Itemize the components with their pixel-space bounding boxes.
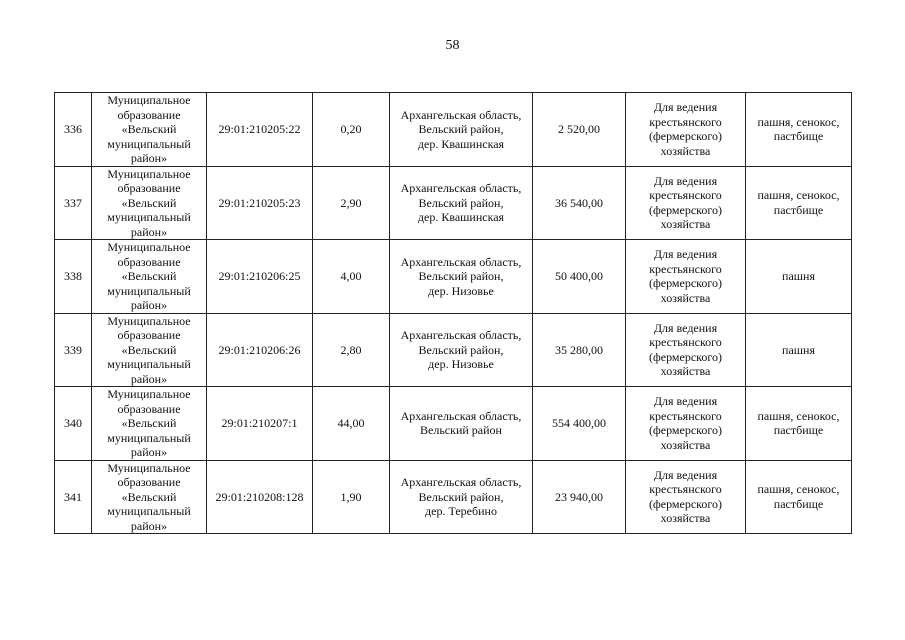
owner-line: муниципальный bbox=[107, 504, 191, 518]
land-use-line: пашня bbox=[782, 269, 815, 283]
permitted-use-line: хозяйства bbox=[660, 143, 711, 158]
land-use-cell bbox=[746, 460, 852, 534]
owner-line: «Вельский bbox=[121, 269, 177, 283]
permitted-use-line: (фермерского) bbox=[648, 349, 722, 364]
location-cell bbox=[390, 240, 533, 314]
land-registry-table bbox=[54, 92, 852, 534]
location-line: дер. Теребино bbox=[425, 504, 497, 518]
permitted-use-line: крестьянского bbox=[649, 335, 722, 350]
owner-cell bbox=[92, 387, 207, 461]
owner-line: район» bbox=[130, 518, 168, 533]
cadastral-number-cell: 29:01:210208:128 bbox=[207, 460, 313, 534]
cadastral-number-cell: 29:01:210207:1 bbox=[207, 387, 313, 461]
owner-line: муниципальный bbox=[107, 283, 191, 298]
cadastral-value-cell: 36 540,00 bbox=[533, 166, 626, 240]
owner-line: район» bbox=[130, 298, 168, 312]
land-use-line: пашня bbox=[782, 342, 815, 357]
permitted-use-cell bbox=[626, 313, 746, 387]
land-use-line: пашня, сенокос, bbox=[757, 188, 840, 203]
permitted-use-line: (фермерского) bbox=[648, 129, 722, 144]
cadastral-number-cell: 29:01:210206:26 bbox=[207, 313, 313, 387]
permitted-use-line: хозяйства bbox=[660, 290, 711, 305]
permitted-use-line: Для ведения bbox=[653, 247, 718, 262]
cadastral-value-cell: 35 280,00 bbox=[533, 313, 626, 387]
permitted-use-line: Для ведения bbox=[653, 394, 718, 409]
row-number-cell: 336 bbox=[55, 93, 92, 167]
table-row bbox=[55, 313, 852, 387]
land-use-line: пастбище bbox=[773, 423, 824, 438]
land-use-cell bbox=[746, 93, 852, 167]
owner-cell bbox=[92, 93, 207, 167]
land-use-line: пастбище bbox=[773, 129, 824, 144]
location-line: Вельский район, bbox=[418, 489, 504, 504]
row-number-cell: 339 bbox=[55, 313, 92, 387]
permitted-use-line: (фермерского) bbox=[648, 202, 722, 217]
area-cell: 2,80 bbox=[313, 313, 390, 387]
permitted-use-line: крестьянского bbox=[649, 408, 722, 423]
owner-line: район» bbox=[130, 151, 168, 165]
owner-line: муниципальный bbox=[107, 136, 191, 151]
table-row bbox=[55, 93, 852, 167]
permitted-use-line: (фермерского) bbox=[648, 276, 722, 291]
row-number-cell: 337 bbox=[55, 166, 92, 240]
row-number-cell: 340 bbox=[55, 387, 92, 461]
location-cell bbox=[390, 460, 533, 534]
owner-line: район» bbox=[130, 371, 168, 386]
row-number-cell: 341 bbox=[55, 460, 92, 534]
permitted-use-line: крестьянского bbox=[649, 188, 722, 203]
location-line: Вельский район, bbox=[418, 269, 504, 283]
owner-cell bbox=[92, 166, 207, 240]
permitted-use-line: Для ведения bbox=[653, 320, 718, 335]
cadastral-value-cell: 50 400,00 bbox=[533, 240, 626, 314]
permitted-use-line: Для ведения bbox=[653, 100, 718, 115]
owner-line: район» bbox=[130, 224, 168, 239]
permitted-use-cell bbox=[626, 240, 746, 314]
location-cell bbox=[390, 313, 533, 387]
table-row bbox=[55, 460, 852, 534]
permitted-use-cell bbox=[626, 460, 746, 534]
permitted-use-line: хозяйства bbox=[660, 437, 711, 452]
permitted-use-cell bbox=[626, 166, 746, 240]
location-line: Архангельская область, bbox=[400, 181, 522, 195]
owner-line: Муниципальное bbox=[107, 240, 191, 254]
location-line: Вельский район, bbox=[418, 195, 504, 210]
location-line: дер. Низовье bbox=[428, 283, 494, 298]
area-cell: 1,90 bbox=[313, 460, 390, 534]
owner-line: Муниципальное bbox=[107, 313, 191, 328]
land-use-line: пастбище bbox=[773, 202, 824, 217]
owner-line: Муниципальное bbox=[107, 93, 191, 107]
location-line: Вельский район, bbox=[418, 342, 504, 357]
table-row bbox=[55, 387, 852, 461]
owner-line: «Вельский bbox=[121, 122, 177, 136]
owner-line: муниципальный bbox=[107, 210, 191, 224]
owner-cell bbox=[92, 460, 207, 534]
owner-line: Муниципальное bbox=[107, 387, 191, 401]
location-line: Архангельская область, bbox=[400, 254, 522, 269]
owner-line: образование bbox=[117, 254, 181, 269]
area-cell: 0,20 bbox=[313, 93, 390, 167]
location-line: Архангельская область, bbox=[400, 107, 522, 122]
permitted-use-line: (фермерского) bbox=[648, 423, 722, 438]
permitted-use-line: хозяйства bbox=[660, 364, 711, 379]
land-use-cell bbox=[746, 240, 852, 314]
owner-line: муниципальный bbox=[107, 430, 191, 445]
land-use-line: пашня, сенокос, bbox=[757, 408, 840, 423]
owner-cell bbox=[92, 240, 207, 314]
land-use-cell bbox=[746, 313, 852, 387]
land-use-line: пашня, сенокос, bbox=[757, 114, 840, 129]
page-number: 58 bbox=[445, 38, 460, 53]
table-row bbox=[55, 166, 852, 240]
owner-line: «Вельский bbox=[121, 195, 177, 210]
owner-line: район» bbox=[130, 445, 168, 459]
permitted-use-line: Для ведения bbox=[653, 467, 718, 482]
table-row bbox=[55, 240, 852, 314]
owner-line: образование bbox=[117, 401, 181, 416]
owner-line: образование bbox=[117, 107, 181, 122]
permitted-use-line: (фермерского) bbox=[648, 496, 722, 511]
owner-line: Муниципальное bbox=[107, 460, 191, 475]
location-line: дер. Низовье bbox=[428, 357, 494, 371]
permitted-use-line: крестьянского bbox=[649, 114, 722, 129]
row-number-cell: 338 bbox=[55, 240, 92, 314]
location-line: Архангельская область, bbox=[400, 408, 522, 423]
owner-line: «Вельский bbox=[121, 342, 177, 357]
owner-line: образование bbox=[117, 181, 181, 195]
permitted-use-cell bbox=[626, 93, 746, 167]
location-line: Архангельская область, bbox=[400, 475, 522, 489]
permitted-use-line: крестьянского bbox=[649, 482, 722, 497]
cadastral-number-cell: 29:01:210205:23 bbox=[207, 166, 313, 240]
owner-line: образование bbox=[117, 475, 181, 489]
cadastral-number-cell: 29:01:210206:25 bbox=[207, 240, 313, 314]
location-cell bbox=[390, 93, 533, 167]
permitted-use-cell bbox=[626, 387, 746, 461]
location-line: Вельский район, bbox=[418, 122, 504, 136]
location-line: дер. Квашинская bbox=[417, 136, 505, 151]
area-cell: 44,00 bbox=[313, 387, 390, 461]
permitted-use-line: хозяйства bbox=[660, 511, 711, 526]
location-cell bbox=[390, 166, 533, 240]
cadastral-value-cell: 2 520,00 bbox=[533, 93, 626, 167]
land-use-cell bbox=[746, 387, 852, 461]
permitted-use-line: Для ведения bbox=[653, 173, 718, 188]
owner-line: муниципальный bbox=[107, 357, 191, 371]
land-use-cell bbox=[746, 166, 852, 240]
owner-line: образование bbox=[117, 328, 181, 342]
location-line: Вельский район bbox=[420, 423, 502, 438]
owner-line: «Вельский bbox=[121, 489, 177, 504]
owner-line: «Вельский bbox=[121, 416, 177, 430]
owner-line: Муниципальное bbox=[107, 166, 191, 181]
permitted-use-line: хозяйства bbox=[660, 217, 711, 232]
location-cell bbox=[390, 387, 533, 461]
cadastral-value-cell: 23 940,00 bbox=[533, 460, 626, 534]
permitted-use-line: крестьянского bbox=[649, 261, 722, 276]
cadastral-value-cell: 554 400,00 bbox=[533, 387, 626, 461]
area-cell: 4,00 bbox=[313, 240, 390, 314]
owner-cell bbox=[92, 313, 207, 387]
cadastral-number-cell: 29:01:210205:22 bbox=[207, 93, 313, 167]
table-body bbox=[55, 93, 852, 534]
area-cell: 2,90 bbox=[313, 166, 390, 240]
location-line: Архангельская область, bbox=[400, 328, 522, 342]
land-use-line: пастбище bbox=[773, 496, 824, 511]
land-use-line: пашня, сенокос, bbox=[757, 482, 840, 497]
location-line: дер. Квашинская bbox=[417, 210, 505, 224]
